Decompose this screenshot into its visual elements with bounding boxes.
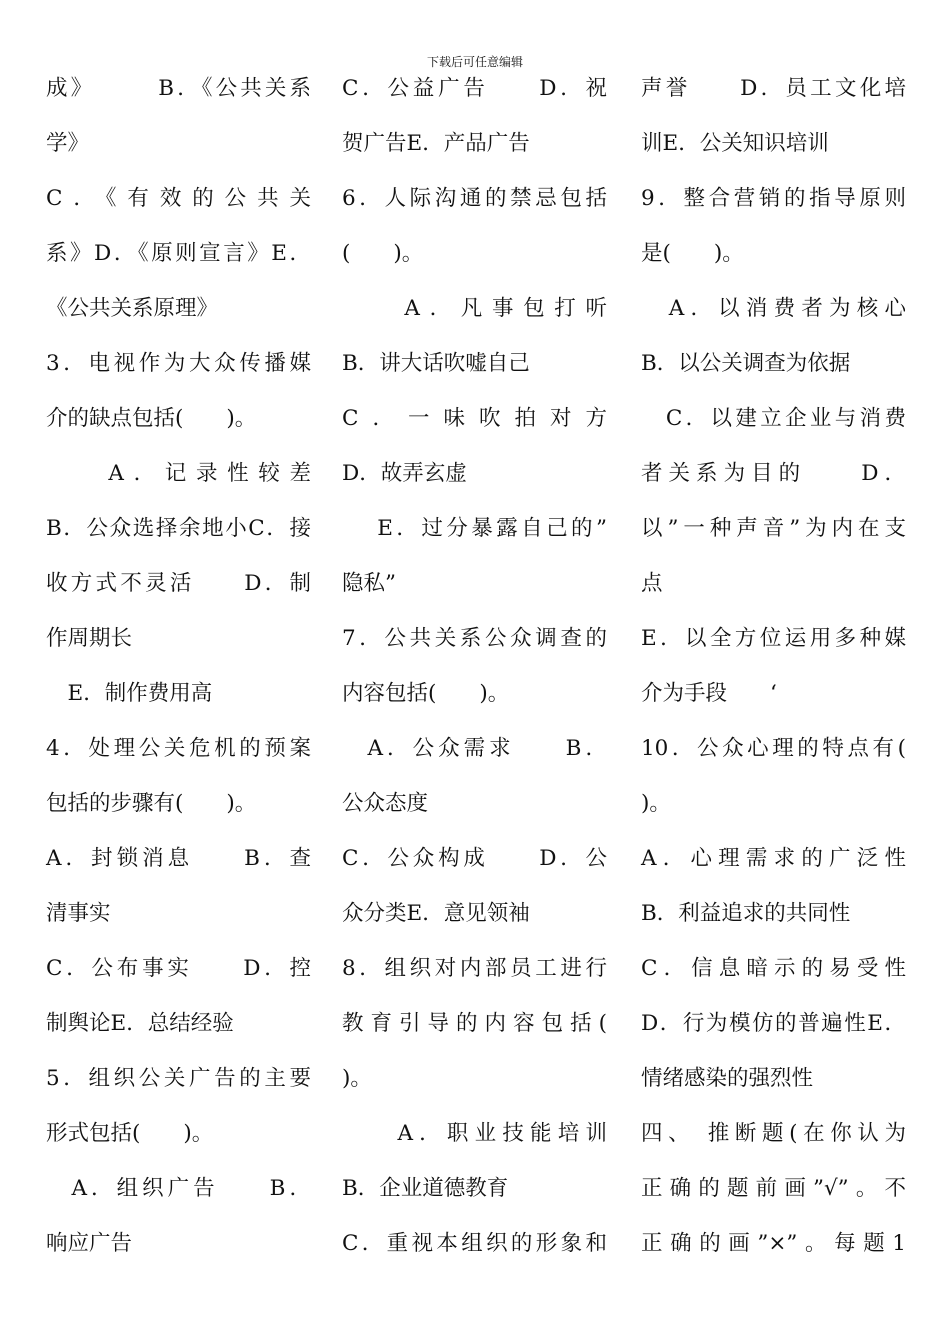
text-line: 4．处理公关危机的预案 xyxy=(46,736,311,761)
text-line: B．公众选择余地小C．接 xyxy=(46,516,311,541)
text-line: D．行为模仿的普遍性E． xyxy=(641,1011,906,1036)
text-line: 8．组织对内部员工进行 xyxy=(342,956,607,981)
text-line: 四、 推断题(在你认为 xyxy=(641,1121,906,1146)
text-line: 正确的画”×”。每题1 xyxy=(641,1231,906,1256)
page-header: 下载后可任意编辑 xyxy=(426,55,523,69)
text-line: 者关系为目的 D． xyxy=(641,461,906,486)
text-line: C．重视本组织的形象和 xyxy=(342,1231,607,1256)
text-line: 3．电视作为大众传播媒 xyxy=(46,351,311,376)
text-line: 隐私” xyxy=(342,571,396,596)
text-line: C．公众构成 D．公 xyxy=(342,846,607,871)
text-line: 介的缺点包括( )。 xyxy=(46,406,257,431)
text-line: B．讲大话吹嘘自己 xyxy=(342,351,530,376)
text-line: 9．整合营销的指导原则 xyxy=(641,186,906,211)
text-line: A．组织广告 B． xyxy=(46,1176,311,1201)
text-column-1 xyxy=(46,61,311,1271)
text-line: A．封锁消息 B．查 xyxy=(46,846,311,871)
text-line: )。 xyxy=(641,791,671,816)
text-line: B．利益追求的共同性 xyxy=(641,901,851,926)
text-line: 内容包括( )。 xyxy=(342,681,510,706)
text-line: 是( )。 xyxy=(641,241,744,266)
text-line: A．心理需求的广泛性 xyxy=(641,846,906,871)
text-line: 响应广告 xyxy=(46,1231,133,1256)
text-line: 声誉 D．员工文化培 xyxy=(641,76,906,101)
text-line: 教育引导的内容包括( xyxy=(342,1011,607,1036)
text-line: 作周期长 xyxy=(46,626,133,651)
text-line: 收方式不灵活 D．制 xyxy=(46,571,311,596)
text-line: A．凡事包打听 xyxy=(342,296,607,321)
text-line: C．信息暗示的易受性 xyxy=(641,956,906,981)
text-line: 贺广告E．产品广告 xyxy=(342,131,530,156)
text-line: 正确的题前画”√”。不 xyxy=(641,1176,906,1201)
text-line: A．职业技能培训 xyxy=(342,1121,607,1146)
text-line: 成》 B．《公共关系 xyxy=(46,76,311,101)
text-line: C．以建立企业与消费 xyxy=(641,406,906,431)
text-line: A．记录性较差 xyxy=(46,461,311,486)
text-line: B．企业道德教育 xyxy=(342,1176,509,1201)
text-line: )。 xyxy=(342,1066,372,1091)
text-line: 形式包括( )。 xyxy=(46,1121,214,1146)
text-column-3 xyxy=(641,61,906,1271)
text-line: A．公众需求 B． xyxy=(342,736,607,761)
text-line: C．公布事实 D．控 xyxy=(46,956,311,981)
text-line: 7．公共关系公众调查的 xyxy=(342,626,607,651)
text-line: 公众态度 xyxy=(342,791,429,816)
text-line: E．过分暴露自己的” xyxy=(342,516,607,541)
text-line: B．以公关调查为依据 xyxy=(641,351,851,376)
text-line: A．以消费者为核心 xyxy=(641,296,906,321)
text-column-2 xyxy=(342,61,607,1271)
text-line: 包括的步骤有( )。 xyxy=(46,791,257,816)
text-line: C．公益广告 D．祝 xyxy=(342,76,607,101)
text-line: E．制作费用高 xyxy=(46,681,213,706)
text-line: 清事实 xyxy=(46,901,111,926)
text-line: 情绪感染的强烈性 xyxy=(641,1066,814,1091)
text-line: 《公共关系原理》 xyxy=(46,296,219,321)
text-line: 制舆论E．总结经验 xyxy=(46,1011,234,1036)
text-line: C．一味吹拍对方 xyxy=(342,406,607,431)
text-line: 训E．公关知识培训 xyxy=(641,131,829,156)
text-line: 10．公众心理的特点有( xyxy=(641,736,906,761)
text-line: 众分类E．意见领袖 xyxy=(342,901,530,926)
text-line: D．故弄玄虚 xyxy=(342,461,467,486)
text-line: 介为手段 ‘ xyxy=(641,681,777,706)
text-line: C．《有效的公共关 xyxy=(46,186,311,211)
text-line: 点 xyxy=(641,571,663,596)
text-line: E．以全方位运用多种媒 xyxy=(641,626,906,651)
text-line: 以”一种声音”为内在支 xyxy=(641,516,906,541)
text-line: 系》D．《原则宣言》E． xyxy=(46,241,311,266)
text-line: 学》 xyxy=(46,131,90,156)
text-line: 5．组织公关广告的主要 xyxy=(46,1066,311,1091)
text-line: 6．人际沟通的禁忌包括 xyxy=(342,186,607,211)
text-line: ( )。 xyxy=(342,241,424,266)
